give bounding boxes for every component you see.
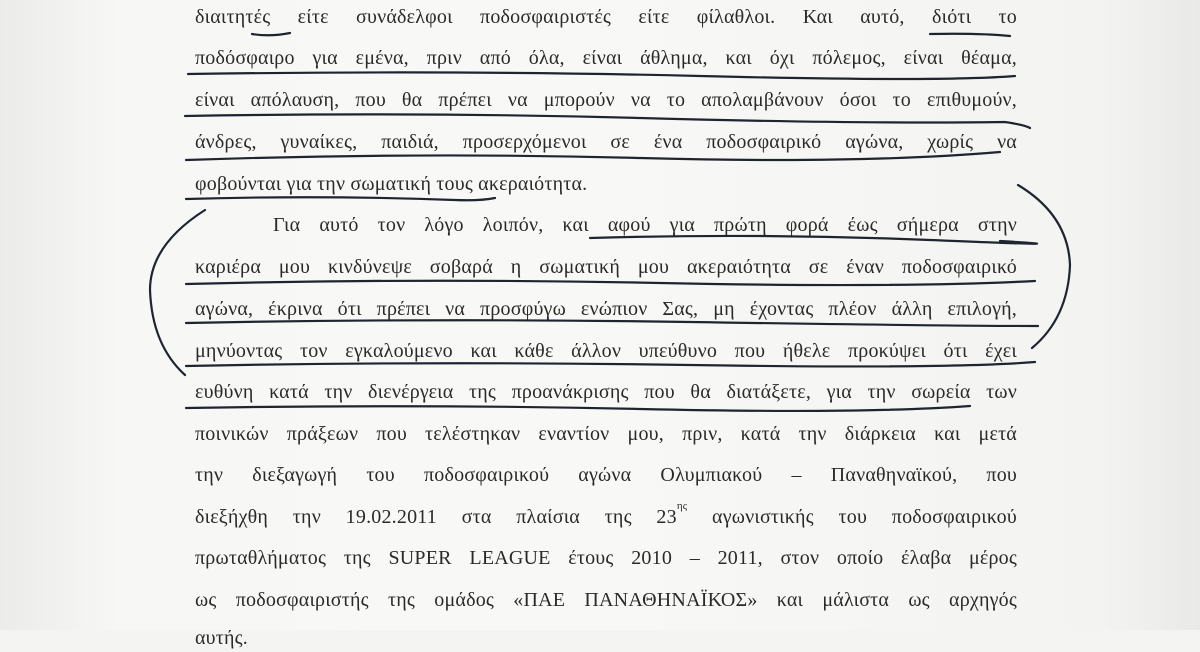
text-line-6: Για αυτό τον λόγο λοιπόν, και αφού για πρώτη φορά έως σήμερα στην bbox=[273, 214, 1017, 236]
text-line-9: μηνύοντας τον εγκαλούμενο και κάθε άλλον υπεύθυνο που ήθελε προκύψει ότι έχει bbox=[195, 340, 1017, 362]
text-line-14: πρωταθλήματος της SUPER LEAGUE έτους 2010 – 2011, στον οποίο έλαβα μέρος bbox=[195, 547, 1017, 569]
text-line-4: άνδρες, γυναίκες, παιδιά, προσερχόμενοι σε ένα ποδοσφαιρικό αγώνα, χωρίς να bbox=[195, 131, 1017, 153]
text-line-2: ποδόσφαιρο για εμένα, πριν από όλα, είναι άθλημα, και όχι πόλεμος, είναι θέαμα, bbox=[195, 47, 1017, 69]
text-line-3: είναι απόλαυση, που θα πρέπει να μπορούν να το απολαμβάνουν όσοι το επιθυμούν, bbox=[195, 89, 1017, 111]
text-line-5: φοβούνται για την σωματική τους ακεραιότητα. bbox=[195, 173, 588, 195]
ordinal-superscript: ης bbox=[676, 500, 688, 513]
text-line-10: ευθύνη κατά την διενέργεια της προανάκρισης που θα διατάξετε, για την σωρεία των bbox=[195, 381, 1017, 403]
text-line-7: καριέρα μου κινδύνεψε σοβαρά η σωματική μου ακεραιότητα σε έναν ποδοσφαιρικό bbox=[195, 256, 1017, 278]
text-line-13 bbox=[195, 500, 1017, 531]
text-line-15: ως ποδοσφαιριστής της ομάδος «ΠΑΕ ΠΑΝΑΘΗΝΑΪΚΟΣ» και μάλιστα ως αρχηγός bbox=[195, 589, 1017, 611]
text-line-12: την διεξαγωγή του ποδοσφαιρικού αγώνα Ολυμπιακού – Παναθηναϊκού, που bbox=[195, 464, 1017, 486]
text-line-16: αυτής. bbox=[195, 627, 248, 649]
text-line-13-prefix: διεξήχθη την 19.02.2011 στα πλαίσια της 23 bbox=[195, 506, 677, 528]
text-line-11: ποινικών πράξεων που τελέστηκαν εναντίον μου, πριν, κατά την διάρκεια και μετά bbox=[195, 423, 1017, 445]
text-line-1: διαιτητές είτε συνάδελφοι ποδοσφαιριστές είτε φίλαθλοι. Και αυτό, διότι το bbox=[195, 6, 1017, 28]
text-line-8: αγώνα, έκρινα ότι πρέπει να προσφύγω ενώπιον Σας, μη έχοντας πλέον άλλη επιλογή, bbox=[195, 298, 1017, 320]
text-line-13-suffix: αγωνιστικής του ποδοσφαιρικού bbox=[712, 506, 1017, 528]
